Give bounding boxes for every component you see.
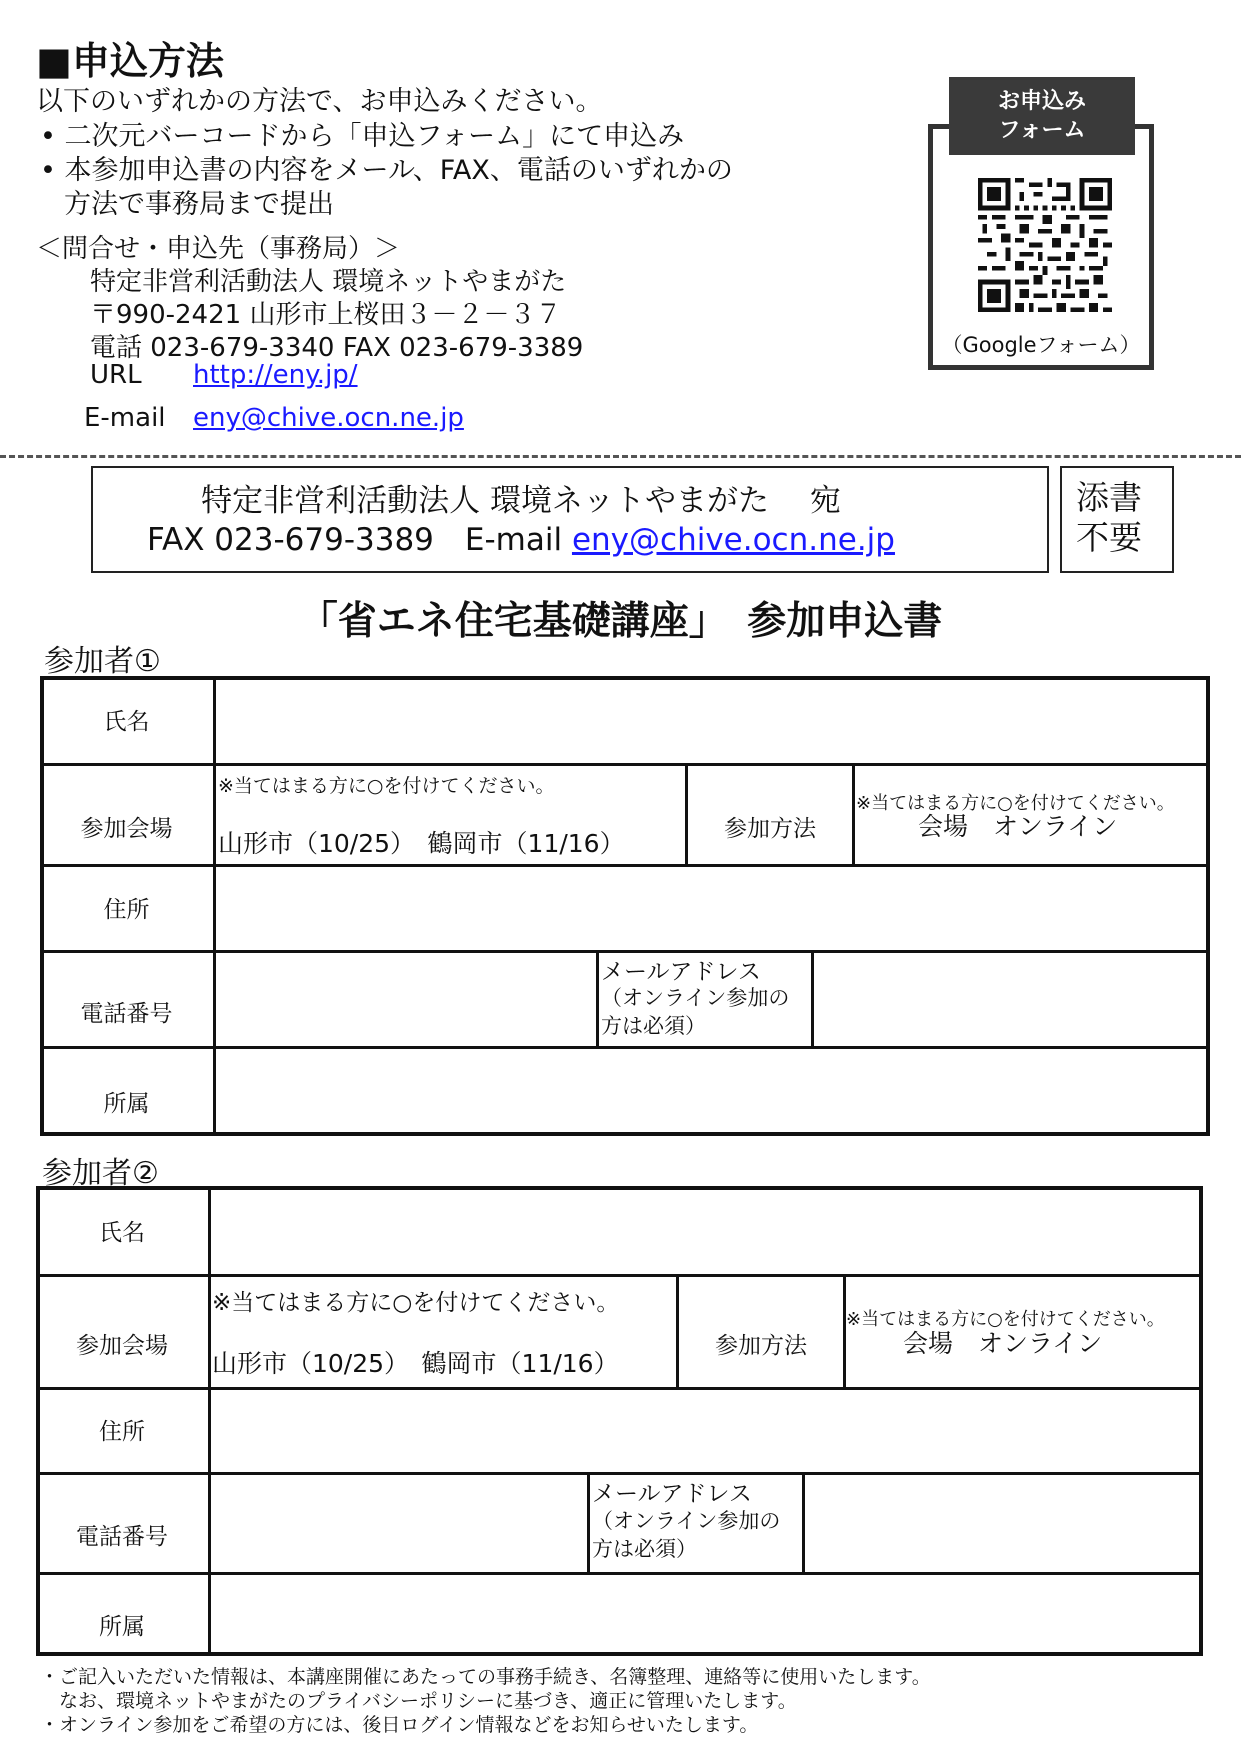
section-title: ■申込方法 <box>36 39 224 83</box>
name-field[interactable] <box>218 680 1206 760</box>
name-label: 氏名 <box>99 1220 145 1246</box>
address-label: 住所 <box>99 1419 145 1445</box>
phone-fax: 電話 023-679-3340 FAX 023-679-3389 <box>90 333 584 363</box>
intro-text: 以下のいずれかの方法で、お申込みください。 <box>36 86 603 117</box>
method-note: ※当てはまる方に○を付けてください。 <box>856 793 1175 814</box>
row-divider <box>36 1572 1203 1575</box>
form-title: 「省エネ住宅基礎講座」 参加申込書 <box>298 599 943 644</box>
fax-email-link[interactable]: eny@chive.ocn.ne.jp <box>571 522 895 558</box>
qr-note: （Googleフォーム） <box>941 333 1141 357</box>
email-field-label: メールアドレス <box>592 1481 752 1507</box>
fax-destination-contact <box>91 514 951 559</box>
fax-number: FAX 023-679-3389 E-mail <box>147 522 572 558</box>
phone-field[interactable] <box>213 1476 585 1570</box>
venue-note: ※当てはまる方に○を付けてください。 <box>218 775 555 797</box>
address-label: 住所 <box>103 897 150 923</box>
footnote-2: なお、環境ネットやまがたのプライバシーポリシーに基づき、適正に管理いたします。 <box>40 1690 797 1712</box>
email-field-note-1: （オンライン参加の <box>592 1509 781 1533</box>
address-field[interactable] <box>218 868 1206 948</box>
qr-label-line1: お申込み <box>997 89 1086 114</box>
venue-options[interactable]: 山形市（10/25） 鶴岡市（11/16） <box>218 829 625 858</box>
email-field-note-2: 方は必須） <box>592 1537 697 1561</box>
seal-line1: 添書 <box>1076 478 1142 517</box>
method-note: ※当てはまる方に○を付けてください。 <box>846 1309 1165 1330</box>
email-field-note-2: 方は必須） <box>601 1014 706 1038</box>
method-options[interactable]: 会場 オンライン <box>918 812 1118 841</box>
email-field-label: メールアドレス <box>601 959 761 985</box>
email-field-note-1: （オンライン参加の <box>601 986 790 1010</box>
method-label: 参加方法 <box>715 1333 807 1359</box>
seal-line2: 不要 <box>1076 518 1142 557</box>
footnote-3: ・オンライン参加をご希望の方には、後日ログイン情報などをお知らせいたします。 <box>40 1714 759 1736</box>
method-label: 参加方法 <box>724 816 816 842</box>
organization-name: 特定非営利活動法人 環境ネットやまがた <box>90 267 567 297</box>
qr-code-icon[interactable] <box>978 178 1112 312</box>
url-link[interactable]: http://eny.jp/ <box>193 360 358 390</box>
email-link[interactable]: eny@chive.ocn.ne.jp <box>193 403 464 433</box>
url-label: URL <box>90 360 142 390</box>
phone-field[interactable] <box>218 954 594 1044</box>
email-field[interactable] <box>807 1476 1199 1570</box>
footnote-1: ・ご記入いただいた情報は、本講座開催にあたっての事務手続き、名簿整理、連絡等に使用いたします。 <box>40 1666 931 1688</box>
bullet-submit-cont: 方法で事務局まで提出 <box>64 189 334 220</box>
venue-options[interactable]: 山形市（10/25） 鶴岡市（11/16） <box>212 1349 619 1378</box>
venue-label: 参加会場 <box>76 1333 168 1359</box>
affiliation-field[interactable] <box>213 1576 1199 1652</box>
col-divider <box>852 763 855 864</box>
email-label: E-mail <box>84 403 166 433</box>
phone-label: 電話番号 <box>80 1001 173 1027</box>
qr-label <box>949 77 1135 155</box>
col-divider <box>208 1186 211 1656</box>
affiliation-label: 所属 <box>99 1614 145 1640</box>
affiliation-field[interactable] <box>218 1050 1206 1132</box>
email-field[interactable] <box>816 954 1206 1044</box>
contact-heading: ＜問合せ・申込先（事務局）＞ <box>36 234 401 264</box>
row-divider <box>36 1387 1203 1390</box>
address-field[interactable] <box>213 1391 1199 1469</box>
qr-label-line2: フォーム <box>998 118 1086 143</box>
venue-note: ※当てはまる方に○を付けてください。 <box>212 1290 620 1316</box>
col-divider <box>811 950 814 1046</box>
bullet-submit: • 本参加申込書の内容をメール、FAX、電話のいずれかの <box>40 155 733 186</box>
bullet-qr: • 二次元バーコードから「申込フォーム」にて申込み <box>40 121 685 152</box>
name-label: 氏名 <box>103 709 150 735</box>
col-divider <box>587 1472 590 1572</box>
row-divider <box>36 1274 1203 1277</box>
affiliation-label: 所属 <box>103 1091 150 1117</box>
participant-2-label: 参加者② <box>42 1156 159 1191</box>
venue-label: 参加会場 <box>80 816 173 842</box>
phone-label: 電話番号 <box>76 1524 168 1550</box>
cut-line <box>0 455 1241 458</box>
col-divider <box>802 1472 805 1572</box>
name-field[interactable] <box>213 1190 1199 1272</box>
col-divider <box>596 950 599 1046</box>
method-options[interactable]: 会場 オンライン <box>903 1329 1103 1358</box>
participant-1-label: 参加者① <box>44 644 161 679</box>
postal-address: 〒990-2421 山形市上桜田３－２－３７ <box>90 300 562 330</box>
fax-destination-org: 特定非営利活動法人 環境ネットやまがた 宛 <box>201 483 841 519</box>
cover-letter-not-required <box>1060 466 1174 573</box>
col-divider <box>213 676 216 1136</box>
